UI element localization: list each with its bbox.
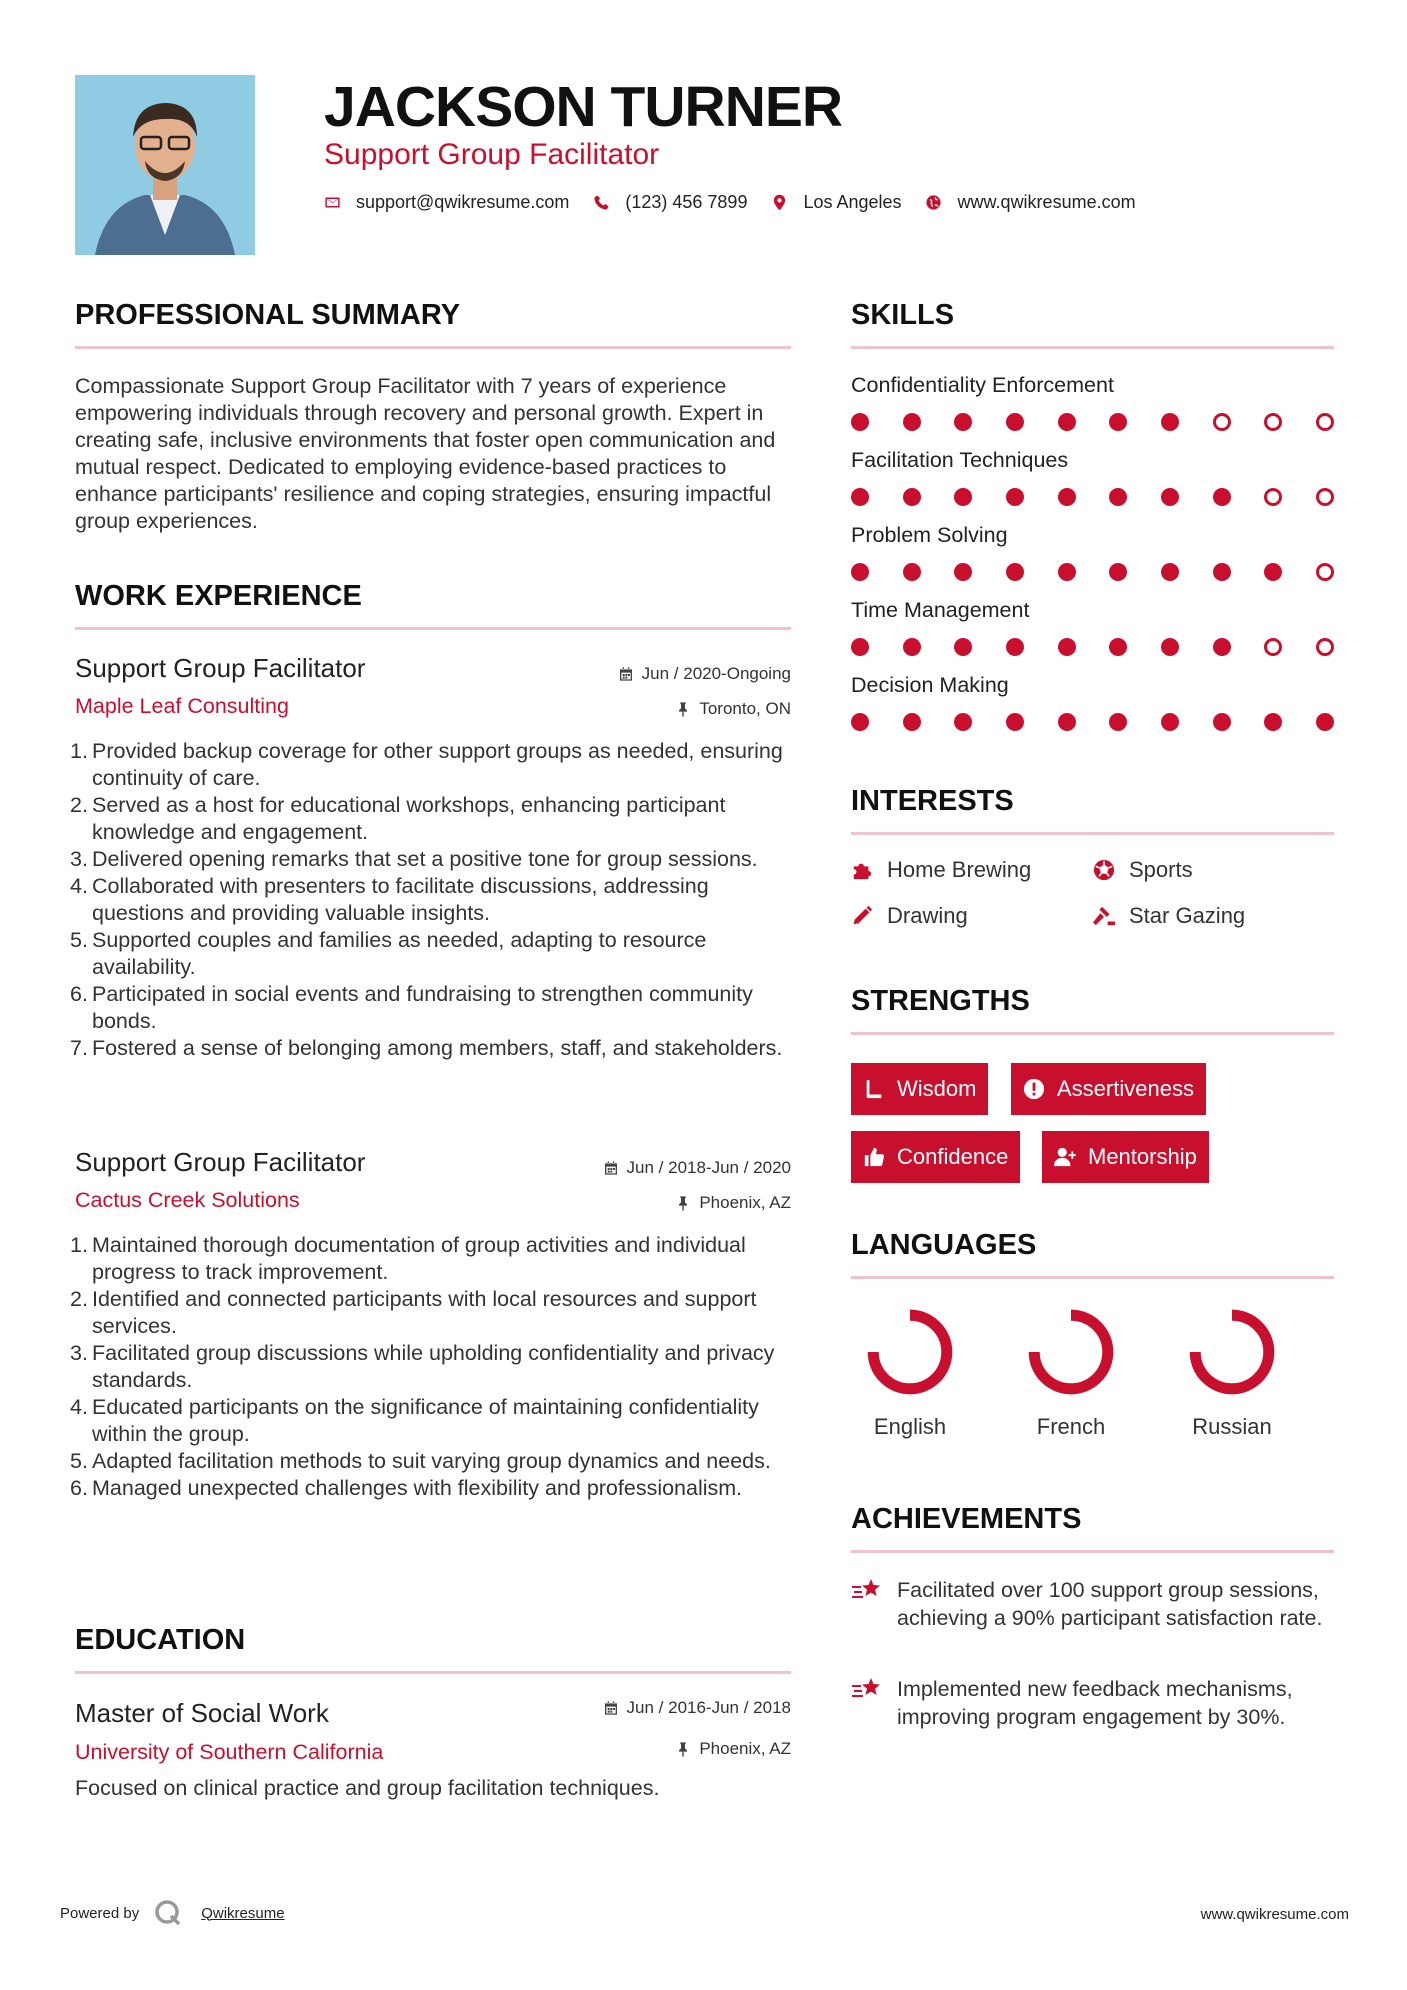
job-location xyxy=(675,1193,791,1213)
list-item: 6. Participated in social events and fundraising to strengthen community bonds. xyxy=(70,982,753,1033)
list-item: 7. Fostered a sense of belonging among members, staff, and stakeholders. xyxy=(70,1036,783,1060)
footer-website[interactable]: www.qwikresume.com xyxy=(1200,1906,1349,1923)
globe-icon xyxy=(924,193,944,213)
contact-website[interactable] xyxy=(924,192,1136,213)
language-level-ring xyxy=(1025,1306,1117,1398)
skill-dot-filled xyxy=(1264,563,1282,581)
skill-dot-filled xyxy=(1109,713,1127,731)
education-divider xyxy=(75,1671,791,1674)
job-title: Support Group Facilitator xyxy=(75,653,366,683)
skill-dot-filled xyxy=(1316,713,1334,731)
list-item: 2. Identified and connected participants with local resources and support services. xyxy=(70,1287,757,1338)
achievements-divider xyxy=(851,1550,1334,1553)
contact-email-text: support@qwikresume.com xyxy=(356,192,570,212)
skill-dot-filled xyxy=(1058,488,1076,506)
skill-dot-filled xyxy=(1109,413,1127,431)
job-dates-text: Jun / 2018-Jun / 2020 xyxy=(626,1158,791,1177)
language-item xyxy=(1011,1306,1131,1440)
skill-dot-filled xyxy=(851,563,869,581)
summary-heading: PROFESSIONAL SUMMARY xyxy=(75,299,461,331)
achievements-heading: ACHIEVEMENTS xyxy=(851,1503,1082,1535)
skill-dot-filled xyxy=(1264,713,1282,731)
degree-title: Master of Social Work xyxy=(75,1698,329,1728)
language-level-ring xyxy=(864,1306,956,1398)
skill-dot-filled xyxy=(851,638,869,656)
skill-dot-filled xyxy=(1213,713,1231,731)
education-heading: EDUCATION xyxy=(75,1624,246,1656)
skill-dot-filled xyxy=(954,488,972,506)
education-location xyxy=(675,1739,791,1759)
skill-dot-filled xyxy=(954,638,972,656)
job-responsibilities xyxy=(70,738,800,1062)
skill-rating xyxy=(851,413,1334,433)
strength-tag-mentorship: Mentorship xyxy=(1042,1131,1209,1183)
pushpin-icon xyxy=(675,1195,691,1211)
person-photo-icon xyxy=(75,75,255,255)
skill-rating xyxy=(851,713,1334,733)
job-dates-text: Jun / 2020-Ongoing xyxy=(641,664,791,683)
list-item: 1. Provided backup coverage for other support groups as needed, ensuring continuity of care. xyxy=(70,739,783,790)
skill-dot-filled xyxy=(1161,563,1179,581)
skill-dot-filled xyxy=(954,713,972,731)
candidate-name: JACKSON TURNER xyxy=(324,75,843,139)
phone-icon xyxy=(591,193,611,213)
work-divider xyxy=(75,627,791,630)
skill-dot-filled xyxy=(1161,638,1179,656)
interests-divider xyxy=(851,832,1334,835)
summary-divider xyxy=(75,346,791,349)
gavel-icon xyxy=(1093,905,1115,927)
skill-dot-filled xyxy=(1006,413,1024,431)
contact-phone[interactable] xyxy=(591,192,747,213)
exclamation-circle-icon xyxy=(1023,1078,1045,1100)
job-company: Maple Leaf Consulting xyxy=(75,694,289,718)
puzzle-icon xyxy=(851,859,873,881)
summary-text: Compassionate Support Group Facilitator with 7 years of experience empowering individuals through recovery and personal growth. Expert in creating safe, inclusive environments that foster open communication and mutual respect. Dedicated to employing evidence-based practices to enhance participants' resilience and coping strategies, ensuring impactful group experiences. xyxy=(75,374,776,533)
skill-name: Problem Solving xyxy=(851,523,1008,547)
skill-dot-filled xyxy=(1109,488,1127,506)
skill-rating xyxy=(851,638,1334,658)
powered-by-text: Powered by xyxy=(60,1904,140,1922)
skill-dot-filled xyxy=(954,563,972,581)
list-item: 4. Educated participants on the significance of maintaining confidentiality within the group. xyxy=(70,1395,759,1446)
school-name: University of Southern California xyxy=(75,1740,384,1764)
language-level-arc xyxy=(873,1315,947,1389)
languages-divider xyxy=(851,1276,1334,1279)
shooting-star-icon xyxy=(851,1576,883,1604)
list-item: 3. Delivered opening remarks that set a positive tone for group sessions. xyxy=(70,847,758,871)
skills-divider xyxy=(851,346,1334,349)
achievement-item: Facilitated over 100 support group sessions, achieving a 90% participant satisfaction rate. xyxy=(851,1576,1341,1632)
skill-dot-empty xyxy=(1316,563,1334,581)
book-icon xyxy=(863,1078,885,1100)
skill-dot-empty xyxy=(1316,488,1334,506)
user-plus-icon xyxy=(1054,1146,1076,1168)
achievement-item: Implemented new feedback mechanisms, improving program engagement by 30%. xyxy=(851,1675,1341,1731)
education-description: Focused on clinical practice and group facilitation techniques. xyxy=(75,1776,660,1800)
contact-email[interactable] xyxy=(322,192,569,213)
work-heading: WORK EXPERIENCE xyxy=(75,580,362,612)
skill-name: Confidentiality Enforcement xyxy=(851,373,1114,397)
skill-dot-filled xyxy=(1161,488,1179,506)
skill-dot-filled xyxy=(1006,713,1024,731)
job-dates xyxy=(603,1158,791,1178)
skill-dot-filled xyxy=(1006,488,1024,506)
language-level-ring xyxy=(1186,1306,1278,1398)
skill-dot-filled xyxy=(1213,563,1231,581)
skill-name: Facilitation Techniques xyxy=(851,448,1069,472)
education-location-text: Phoenix, AZ xyxy=(699,1739,791,1758)
pushpin-icon xyxy=(675,1741,691,1757)
skill-dot-filled xyxy=(903,638,921,656)
skill-dot-filled xyxy=(1006,638,1024,656)
contact-location xyxy=(769,192,901,213)
list-item: 3. Facilitated group discussions while upholding confidentiality and privacy standards. xyxy=(70,1341,775,1392)
thumbs-up-icon xyxy=(863,1146,885,1168)
skill-name: Time Management xyxy=(851,598,1030,622)
skill-dot-empty xyxy=(1316,638,1334,656)
list-item: 2. Served as a host for educational workshops, enhancing participant knowledge and engagement. xyxy=(70,793,726,844)
languages-heading: LANGUAGES xyxy=(851,1229,1037,1261)
skills-heading: SKILLS xyxy=(851,299,955,331)
skill-dot-filled xyxy=(851,488,869,506)
contact-location-text: Los Angeles xyxy=(803,192,902,212)
language-level-arc xyxy=(1195,1315,1269,1389)
qwikresume-link[interactable]: Qwikresume xyxy=(201,1904,285,1922)
interest-item: Drawing xyxy=(851,903,968,929)
job-dates xyxy=(618,664,791,684)
language-level-arc xyxy=(1034,1315,1108,1389)
skill-dot-empty xyxy=(1264,413,1282,431)
job-responsibilities xyxy=(70,1232,800,1502)
job-company: Cactus Creek Solutions xyxy=(75,1188,300,1212)
strength-tag-confidence: Confidence xyxy=(851,1131,1020,1183)
skill-dot-filled xyxy=(851,713,869,731)
language-name: Russian xyxy=(1192,1414,1272,1439)
job-location-text: Phoenix, AZ xyxy=(699,1193,791,1212)
strengths-divider xyxy=(851,1032,1334,1035)
job-title: Support Group Facilitator xyxy=(75,1147,366,1177)
strengths-heading: STRENGTHS xyxy=(851,985,1030,1017)
strength-tag-wisdom: Wisdom xyxy=(851,1063,988,1115)
skill-dot-filled xyxy=(1109,563,1127,581)
interest-item: Sports xyxy=(1093,857,1193,883)
job-location-text: Toronto, ON xyxy=(699,699,791,718)
skill-dot-empty xyxy=(1316,413,1334,431)
education-dates-text: Jun / 2016-Jun / 2018 xyxy=(626,1698,791,1717)
envelope-icon xyxy=(322,193,342,213)
pencil-icon xyxy=(851,905,873,927)
calendar-icon xyxy=(618,666,634,682)
skill-dot-filled xyxy=(1213,488,1231,506)
skill-dot-filled xyxy=(1213,638,1231,656)
education-dates xyxy=(603,1698,791,1718)
contact-phone-text: (123) 456 7899 xyxy=(625,192,748,212)
skill-rating xyxy=(851,488,1334,508)
skill-dot-filled xyxy=(954,413,972,431)
list-item: 5. Adapted facilitation methods to suit varying group dynamics and needs. xyxy=(70,1449,771,1473)
skill-dot-filled xyxy=(1161,413,1179,431)
candidate-role: Support Group Facilitator xyxy=(324,138,660,171)
skill-dot-filled xyxy=(851,413,869,431)
skill-dot-filled xyxy=(1109,638,1127,656)
pushpin-icon xyxy=(675,701,691,717)
skill-rating xyxy=(851,563,1334,583)
skill-dot-filled xyxy=(1058,563,1076,581)
list-item: 6. Managed unexpected challenges with flexibility and professionalism. xyxy=(70,1476,743,1500)
skill-dot-filled xyxy=(1006,563,1024,581)
footer-powered-by xyxy=(60,1898,285,1928)
profile-photo xyxy=(75,75,255,255)
soccer-ball-icon xyxy=(1093,859,1115,881)
skill-dot-filled xyxy=(903,563,921,581)
language-item xyxy=(1172,1306,1292,1440)
language-item xyxy=(850,1306,970,1440)
language-name: French xyxy=(1036,1414,1106,1439)
interest-item: Home Brewing xyxy=(851,857,1031,883)
qwikresume-logo-icon xyxy=(153,1898,183,1928)
skill-dot-empty xyxy=(1264,638,1282,656)
calendar-icon xyxy=(603,1700,619,1716)
list-item: 5. Supported couples and families as needed, adapting to resource availability. xyxy=(70,928,707,979)
language-name: English xyxy=(873,1414,947,1439)
job-location xyxy=(675,699,791,719)
strength-tag-assertiveness: Assertiveness xyxy=(1011,1063,1206,1115)
skill-dot-empty xyxy=(1213,413,1231,431)
shooting-star-icon xyxy=(851,1675,883,1703)
calendar-icon xyxy=(603,1160,619,1176)
skill-dot-filled xyxy=(1058,413,1076,431)
list-item: 4. Collaborated with presenters to facilitate discussions, addressing questions and providing valuable insights. xyxy=(70,874,709,925)
interests-heading: INTERESTS xyxy=(851,785,1014,817)
skill-dot-filled xyxy=(903,713,921,731)
interest-item: Star Gazing xyxy=(1093,903,1245,929)
skill-dot-filled xyxy=(1058,713,1076,731)
list-item: 1. Maintained thorough documentation of group activities and individual progress to track improvement. xyxy=(70,1233,746,1284)
skill-dot-filled xyxy=(903,413,921,431)
skill-name: Decision Making xyxy=(851,673,1009,697)
contact-bar xyxy=(322,192,1158,213)
skill-dot-filled xyxy=(903,488,921,506)
skill-dot-filled xyxy=(1161,713,1179,731)
skill-dot-empty xyxy=(1264,488,1282,506)
skill-dot-filled xyxy=(1058,638,1076,656)
map-pin-icon xyxy=(769,193,789,213)
contact-website-text: www.qwikresume.com xyxy=(957,192,1136,212)
